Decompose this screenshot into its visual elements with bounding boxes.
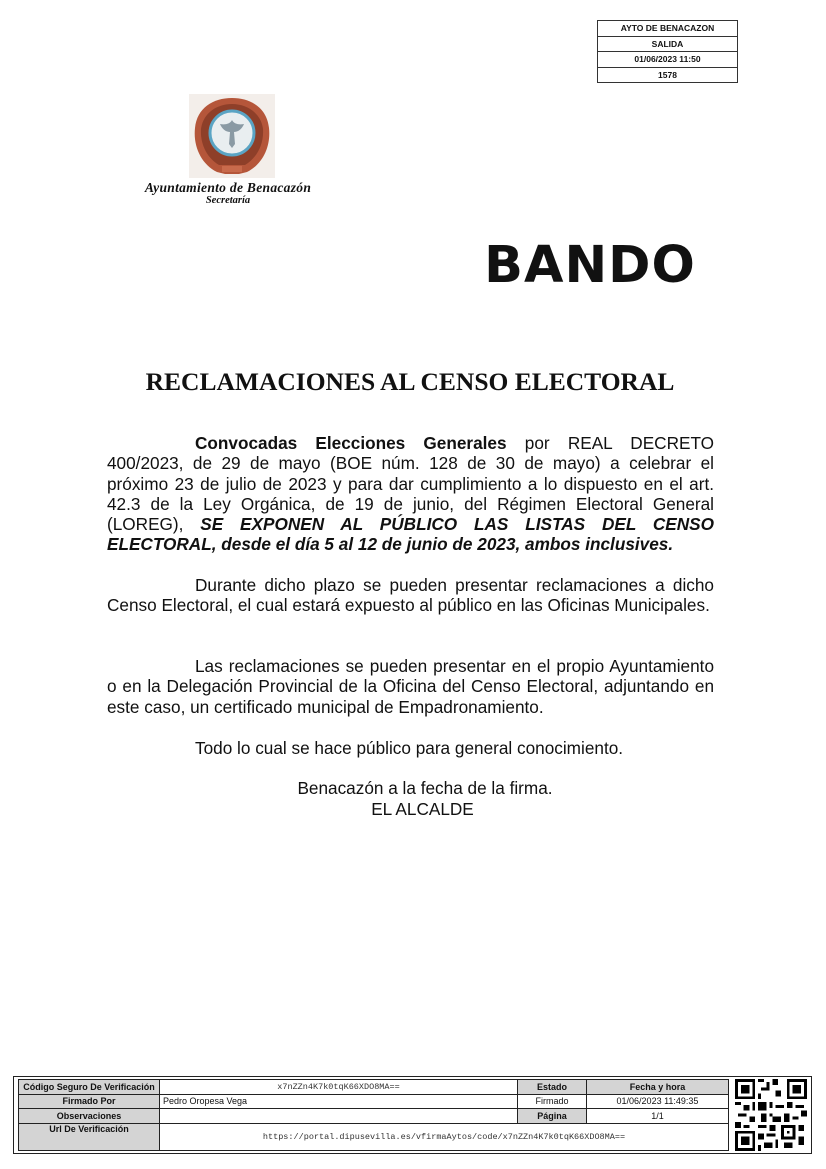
- csv-value: x7nZZn4K7k0tqK66XDO8MA==: [160, 1080, 518, 1095]
- observaciones-value: [160, 1109, 518, 1124]
- stamp-datetime: 01/06/2023 11:50: [598, 52, 737, 68]
- url-label: Url De Verificación: [19, 1123, 160, 1150]
- paragraph-text: por REAL DECRETO 400/2023, de 29 de mayo (BOE núm. 128 de 30 de mayo) a celebrar el próximo 23 de julio de 2023 y para dar cumplimiento a lo dispuesto en el art. 42.3 de la Ley Orgánica, de 19 de junio, del Régimen Electoral General (LOREG),: [107, 433, 715, 535]
- fecha-label: Fecha y hora: [587, 1080, 729, 1095]
- paragraph-convocatoria: [107, 433, 714, 555]
- firmado-label: Firmado Por: [19, 1094, 160, 1109]
- place-date: Benacazón a la fecha de la firma.: [297, 778, 553, 798]
- stamp-type: SALIDA: [598, 37, 737, 53]
- url-value[interactable]: https://portal.dipusevilla.es/vfirmaAytos/code/x7nZZn4K7k0tqK66XDO8MA==: [160, 1123, 729, 1150]
- stamp-number: 1578: [658, 69, 677, 80]
- pagina-value: 1/1: [587, 1109, 729, 1124]
- paragraph-reclamaciones: [107, 656, 714, 717]
- paragraph-plazo: [107, 575, 714, 616]
- paragraph-lead: Convocadas Elecciones Generales: [195, 433, 507, 453]
- estado-value: Firmado: [518, 1094, 587, 1109]
- org-department: Secretaría: [205, 195, 251, 206]
- signer-title: EL ALCALDE: [371, 799, 474, 819]
- observaciones-label: Observaciones: [19, 1109, 160, 1124]
- csv-label: Código Seguro De Verificación: [19, 1080, 160, 1095]
- paragraph-reclamaciones-text: Las reclamaciones se pueden presentar en el propio Ayuntamiento o en la Delegación Provincial de la Oficina del Censo Electoral, adjuntando en este caso, un certificado municipal de Empadronamiento.: [107, 656, 714, 717]
- document-heading: BANDO: [484, 236, 696, 295]
- stamp-office: AYTO DE BENACAZON: [598, 21, 737, 37]
- municipal-coat-of-arms-icon: [189, 94, 275, 178]
- document-title: RECLAMACIONES AL CENSO ELECTORAL: [145, 367, 675, 396]
- paragraph-conocimiento: Todo lo cual se hace público para general conocimiento.: [195, 738, 624, 758]
- pagina-label: Página: [518, 1109, 587, 1124]
- firmado-value: Pedro Oropesa Vega: [160, 1094, 518, 1109]
- paragraph-plazo-text: Durante dicho plazo se pueden presentar reclamaciones a dicho Censo Electoral, el cual estará expuesto al público en las Oficinas Municipales.: [107, 575, 714, 616]
- qr-code-icon[interactable]: [734, 1079, 808, 1151]
- org-name: Ayuntamiento de Benacazón: [144, 180, 312, 195]
- fecha-value: 01/06/2023 11:49:35: [587, 1094, 729, 1109]
- registry-stamp: [597, 20, 738, 83]
- paragraph-emphasis: SE EXPONEN AL PÚBLICO LAS LISTAS DEL CENSO ELECTORAL, desde el día 5 al 12 de junio de 2023, ambos inclusives.: [107, 514, 715, 555]
- verification-table: [18, 1079, 729, 1151]
- estado-label: Estado: [518, 1080, 587, 1095]
